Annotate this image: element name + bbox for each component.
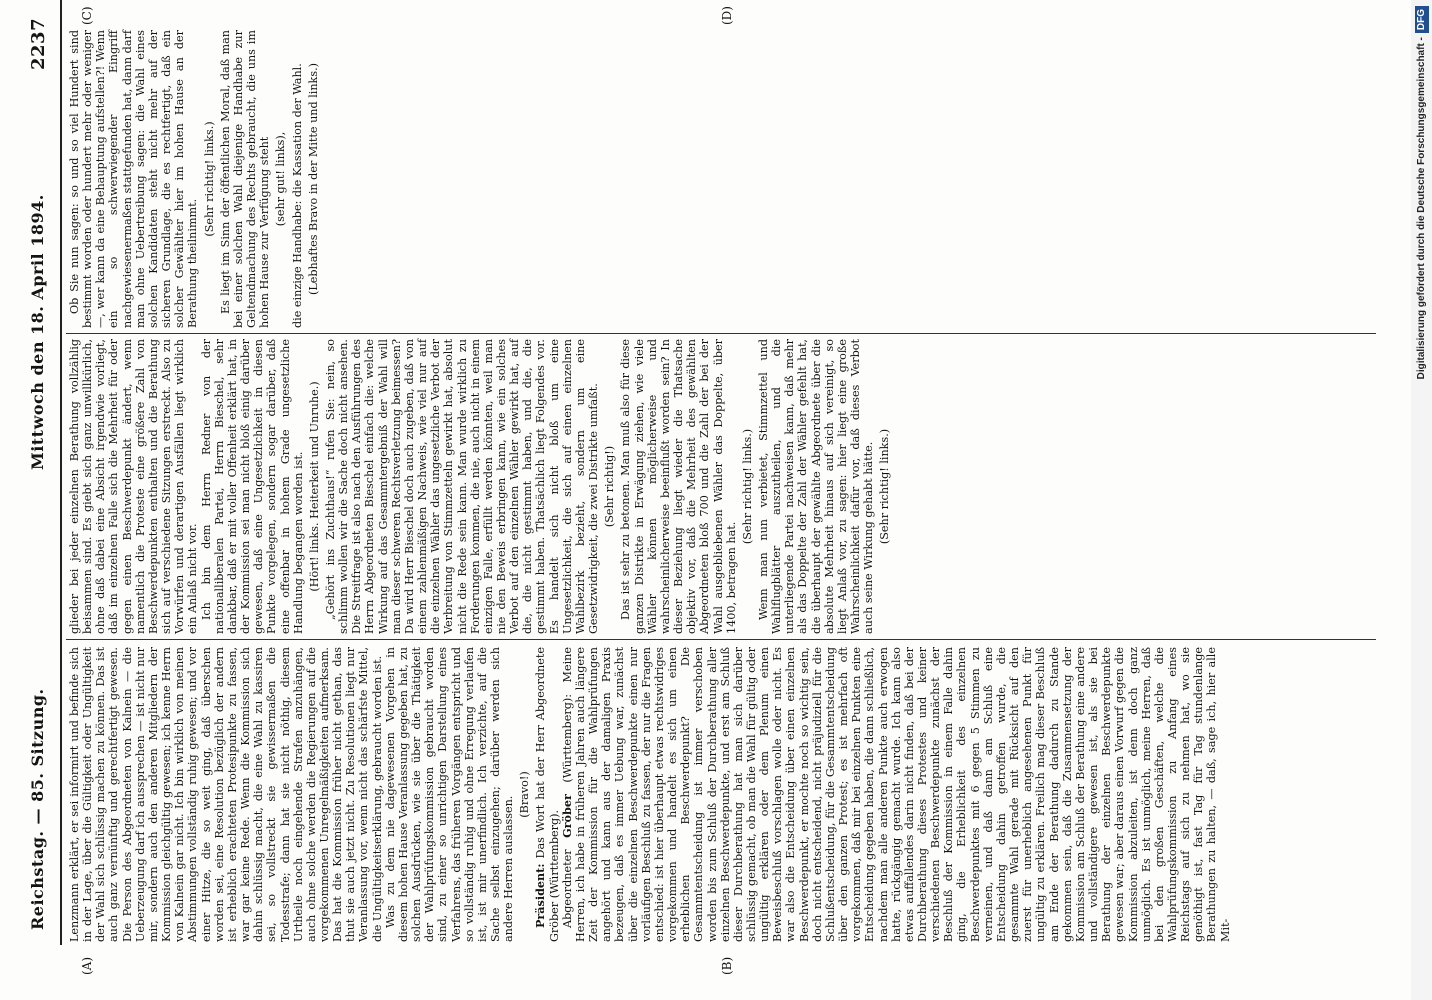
reaction: (Sehr richtig! links.) (878, 428, 892, 545)
reaction: (Hört! links. Heiterkeit und Unruhe.) (307, 381, 321, 592)
reaction: (Sehr richtig!) (603, 445, 617, 528)
speaker-intro: Abgeordneter (560, 849, 574, 928)
paragraph: glieder bei jeder einzelnen Berathung vollzählig beisammen sind. Es giebt sich ganz unwillkürlich, ohne daß dabei eine Absicht irgendwie vorliegt, daß im einzelnen Falle sich die Mehrheit für oder gegen einen Beschwerdepunkt ändert, wenn namentlich die Proteste eine größere Zahl von Beschwerdepunkten enthalten und die Berathung sich auf verschiedene Sitzungen erstreckt. Also zu Vorwürfen und derartigen Ausfällen liegt wirklich ein Anlaß nicht vor. (68, 339, 200, 634)
margin-marker-b: (B) (720, 956, 734, 975)
text-column-3 (68, 30, 323, 328)
speech-paragraph (561, 647, 1232, 942)
paragraph: Ich bin dem Herrn Redner von der nationalliberalen Partei, Herrn Bieschel, sehr dankbar, daß er mit voller Offenheit erklärt hat, in der Kommission sei man nicht bloß einig darüber gewesen, daß eine Ungesetzlichkeit in diesen Punkte vorgelegen, sondern sogar darüber, daß eine offenbar in hohem Grade ungesetzliche Handlung begangen worden ist. (199, 339, 305, 634)
paragraph: Lenzmann erklärt, er sei informirt und befinde sich in der Lage, über die Gültigkeit oder Ungültigkeit der Wahl sich schlüssig machen zu können. Das ist auch ganz vernünftig und gerechtfertigt gewesen. Die Person des Abgeordneten von Kalnein — die Ueberzeugung darf ich aussprechen — ist nicht nur mir, sondern auch den anderen Mitgliedern der Kommission gleichgültig gewesen; ich kenne Herrn von Kalnein gar nicht. Ich bin wirklich von meinen Abstimmungen vollständig ruhig gewesen; und vor einer Hitze, die so weit ging, daß überschen worden sei, eine Resolution bezüglich der andern ist erheblich erachteten Protesipunkte zu fassen, war gar keine Rede. Wenn die Kommission sich dahin schlüssig macht, die eine Wahl zu kassiren sei, so vollstreckt sie gewissermaßen die Todesstrafe; dann hat sie nicht nöthig, diesem Urtheile noch eingehende Strafen anzuhängen, auch ohne solche werden die Regierungen auf die vorgekommenen Unregelmäßigkeiten aufmerksam. Das hat die Kommission früher nicht gethan, das thut sie auch jetzt nicht. Zu Resolutionen liegt nur Veranlassung vor, wenn nicht das schärfste Mittel, die Ungültigkeitserklärung, gebraucht worden ist. (68, 647, 384, 942)
reaction: (Lebhaftes Bravo in der Mitte und links.) (306, 63, 320, 296)
funding-notice-text: Digitalisierung gefördert durch die Deutsche Forschungsgemeinschaft - (1416, 37, 1427, 380)
paragraph: Wenn man nun verbietet, Stimmzettel und Wahlflugblätter auszutheilen, und die unterliegende Partei nachweisen kann, daß mehr als das Doppelte der Zahl der Wähler gefehlt hat, die überhaupt der gewählte Abgeordnete über die absolute Mehrheit hinaus auf sich vereinigt, so liegt Anlaß vor, zu sagen: hier liegt eine große Wahrscheinlichkeit dafür vor, daß dieses Verbot auch seine Wirkung gehabt hätte. (756, 339, 876, 634)
margin-marker-a: (A) (80, 956, 94, 975)
paragraph: die einzige Handhabe: die Kassation der Wahl. (290, 63, 304, 328)
paragraph: „Gehört ins Zuchthaus!“ rufen Sie: nein, so schlimm wollen wir die Sache doch nicht ansehen. Die Streitfrage ist also nach den Ausführungen des Herrn Abgeordneten Bieschel einfach die: welche Wirkung auf das Gesammtergebniß der Wahl will man dieser schweren Rechtsverletzung beimessen? Da wird Herr Bieschel doch auch zugeben, daß von einem zahlenmäßigen Nachweis, wie viel nur auf die einzelnen Wähler das ungesetzliche Verbot der Verbreitung von Stimmzetteln gewirkt hat, absolut nicht die Rede sein kann. Man wurde wirklich zu Forderungen kommen, die nie, auch nicht in einem einzigen Falle, erfüllt werden könnten, weil man nie den Beweis erbringen kann, wie ein solches Verbot auf den einzelnen Wähler gewirkt hat, auf die, die nicht gestimmt haben, und die, die gestimmt haben. Thatsächlich liegt Folgendes vor. Es handelt sich nicht bloß um eine Ungesetzlichkeit, die sich auf einen einzelnen Wahlbezirk bezieht, sondern um eine Gesetzwidrigkeit, die zwei Distrikte umfaßt. (323, 339, 601, 634)
paragraph: Das ist sehr zu betonen. Man muß also für diese ganzen Distrikte in Erwägung ziehen, wie viele Wähler können möglicherweise und wahrscheinlicherweise beeinflußt worden sein? In dieser Beziehung liegt wieder die Thatsache objektiv vor, daß die Mehrheit des gewählten Abgeordneten bloß 700 und die Zahl der bei der Wahl ausgebliebenen Wähler das Doppelte, über 1400, betragen hat. (619, 339, 738, 634)
margin-marker-c: (C) (80, 6, 94, 25)
funding-notice-strip (1411, 0, 1432, 1000)
reaction: (Sehr richtig! links.) (740, 428, 754, 545)
reaction: (Sehr richtig! links.) (202, 121, 216, 237)
speaker-name: Gröber (559, 794, 574, 838)
text-column-2 (68, 339, 895, 634)
speaker-label: Präsident: (533, 863, 548, 928)
paragraph: Ob Sie nun sagen: so und so viel Hundert sind bestimmt worden oder hundert mehr oder weniger —, wer kann da eine Behauptung aufstellen?! Wenn ein so schwerwiegender Eingriff nachgewiesenermaßen stattgefunden hat, dann darf man ohne Uebertreibung sagen: die Wahl eines solchen Kandidaten steht nicht mehr auf der sicheren Grundlage, die es rechtfertigt, daß ein solcher Gewählter hier im hohen Hause an der Berathung theilnimmt. (68, 30, 200, 328)
speaker-text: Das Wort hat der Herr Abgeordnete Gröber (Württemberg). (534, 646, 561, 942)
header-rule (60, 0, 62, 945)
margin-marker-d: (D) (720, 6, 734, 25)
column-divider (66, 333, 1376, 334)
column-divider (66, 639, 1376, 640)
paragraph: Was zu dem nie dagewesenen Vorgehen in diesem hohen Hause Veranlassung gegeben hat, zu solchen Ausdrücken, wie sie über die Thätigkeit der Wahlprüfungskommission gebraucht worden sind, zu einer so unrichtigen Darstellung eines Verfahrens, das früheren Vorgängen entspricht und so vollständig ruhig und ohne Erregung verlaufen ist, ist mir unerfindlich. Ich verzichte, auf die Sache selbst einzugehen; darüber werden sich andere Herren auslassen. (383, 647, 516, 942)
funding-notice (1411, 0, 1432, 1000)
reaction: (sehr gut! links), (274, 131, 288, 227)
dfg-logo: DFG (1415, 6, 1429, 33)
speaker-paragraph (534, 647, 560, 942)
text-column-1 (68, 647, 1232, 942)
speech-text: (Württemberg): Meine Herren, ich habe in früheren Jahren auch längere Zeit der Kommission für die Wahlprüfungen angehört und kann aus der damaligen Praxis bezeugen, daß es immer Uebung war, zunächst über die einzelnen Beschwerdepunkte einen nur vorläufigen Beschluß zu fassen, der nur die Fragen entschied: ist hier überhaupt etwas rechtswidriges vorgekommen und handelt es sich um einen erheblichen Beschwerdepunkt? Die Gesammtentscheidung ist immer verschoben worden bis zum Schluß der Durchberathung aller einzelnen Beschwerdepunkte, und erst am Schluß dieser Durchberathung hat man sich darüber schlüssig gemacht, ob man die Wahl für gültig oder ungültig erklären oder dem Plenum einen Beweisbeschluß vorschlagen wolle oder nicht. Es war also die Entscheidung über einen einzelnen Beschwerdepunkt, er mochte noch so wichtig sein, doch nicht entscheidend, nicht präjudiziell für die Schlußentscheidung, für die Gesammtentscheidung über den ganzen Protest; es ist mehrfach oft vorgekommen, daß mir bei einzelnen Punkten eine Entscheidung gegeben haben, die dann schließlich, nachdem man alle anderen Punkte auch erwogen hatte, rückgängig gemacht wurde. Ich kann also etwas auffallendes darin nicht finden, daß bei der Durchberathung dieses Protestes und keiner verschiedenen Beschwerdepunkte zunächst der Beschluß der Kommission in einem Falle dahin ging, die Erheblichkeit des einzelnen Beschwerdepunktes mit 6 gegen 5 Stimmen zu verneinen, und daß dann am Schluß eine Entscheidung dahin getroffen wurde, die gesammte Wahl gerade mit Rücksicht auf den zuerst für unerheblich angesehenen Punkt für ungültig zu erklären. Freilich mag dieser Beschluß am Ende der Berathung dadurch zu Stande gekommen sein, daß die Zusammensetzung der Kommission am Schluß der Berathung eine andere und vollständigere gewesen ist, als sie bei Berathung der einzelnen Beschwerdepunkte gewesen war; aber daraus einen Vorwurf gegen die Kommission abzuleiten, ist denn doch ganz unmöglich. Es ist unmöglich, meine Herren, daß bei den großen Geschäften, welche die Wahlprüfungskommission zu Anfang eines Reichstags auf sich zu nehmen hat, wo sie genöthigt ist, fast Tag für Tag stundenlange Berathungen zu halten, — daß, sage ich, hier alle Mit- (560, 647, 1232, 942)
page-number: 2237 (28, 17, 49, 70)
running-header-left: Reichstag. — 85. Sitzung. (28, 688, 47, 930)
reaction: (Bravo!) (518, 771, 532, 818)
running-header-date: Mittwoch den 18. April 1894. (28, 194, 47, 470)
paragraph: Es liegt im Sinn der öffentlichen Moral, daß man bei einer solchen Wahl diejenige Handhabe zur Geltendmachung des Rechts gebraucht, die uns im hohen Hause zur Verfügung steht (218, 30, 272, 328)
